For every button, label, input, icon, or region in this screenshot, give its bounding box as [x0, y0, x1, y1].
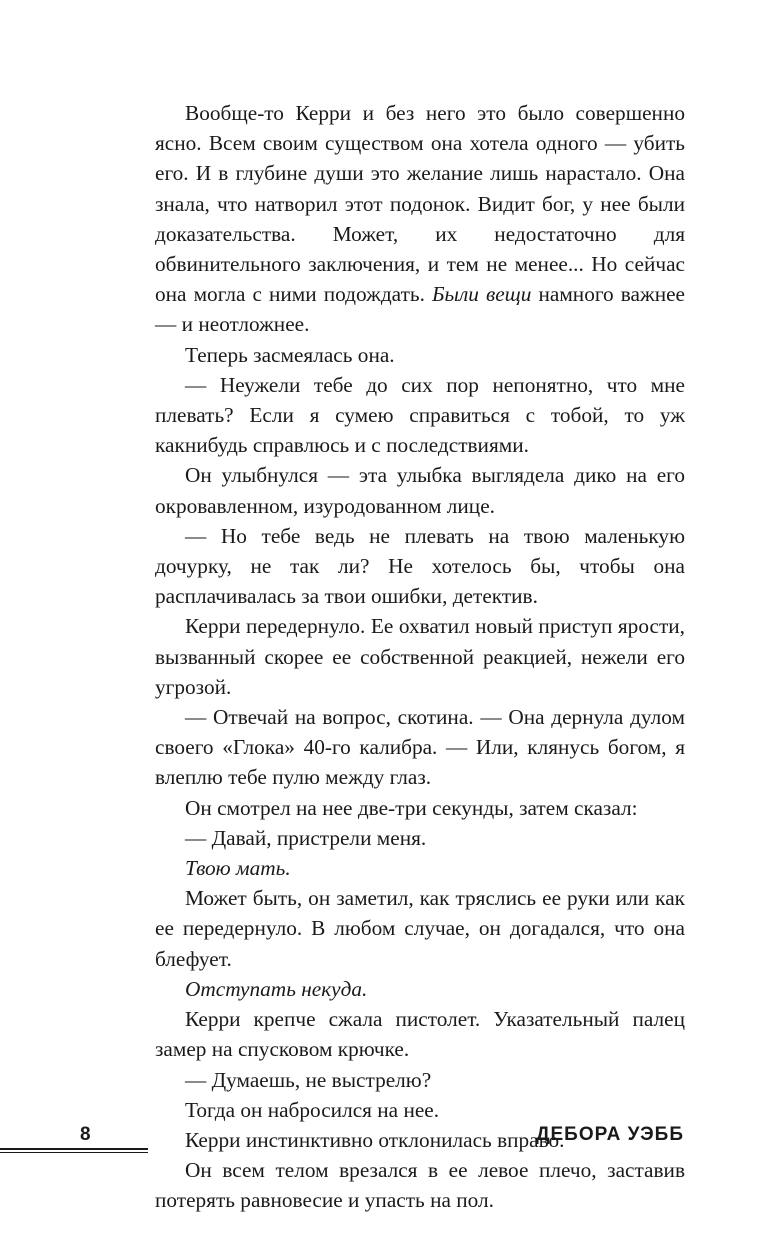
- paragraph: [155, 340, 685, 370]
- text-run: — Давай, пристрели меня.: [185, 825, 427, 850]
- body-text: [155, 98, 685, 1216]
- text-run: Тогда он набросился на нее.: [185, 1097, 440, 1122]
- italic-text: Были вещи: [431, 282, 532, 307]
- paragraph: [155, 974, 685, 1004]
- text-run: — Думаешь, не выстрелю?: [185, 1067, 432, 1092]
- page-number: 8: [80, 1124, 91, 1145]
- paragraph: [155, 793, 685, 823]
- text-run: Может быть, он заметил, как тряслись ее руки или как ее передернуло. В любом случае, он догадался, что она блефует.: [155, 886, 685, 971]
- paragraph: [155, 1065, 685, 1095]
- running-head-author: ДЕБОРА УЭББ: [535, 1124, 684, 1145]
- text-run: Он улыбнулся — эта улыбка выглядела дико на его окровавленном, изуродованном лице.: [155, 463, 685, 518]
- italic-text: Отступать некуда.: [185, 976, 368, 1001]
- italic-text: Твою мать.: [185, 856, 291, 881]
- text-run: Керри крепче сжала пистолет. Указательный палец замер на спусковом крючке.: [155, 1007, 685, 1062]
- paragraph: [155, 611, 685, 702]
- text-run: намного важнее — и неотложнее.: [155, 282, 686, 337]
- text-run: — Отвечай на вопрос, скотина. — Она дернула дулом своего «Глока» 40-го калибра. — Или, клянусь богом, я влеплю тебе пулю между глаз.: [155, 705, 685, 790]
- footer-rule: [0, 1148, 148, 1150]
- text-run: — Неужели тебе до сих пор непонятно, что мне плевать? Если я сумею справиться с тобой, то уж какнибудь справлюсь и с последствиями.: [155, 372, 685, 458]
- paragraph: [155, 98, 685, 340]
- text-run: Вообще-то Керри и без него это было совершенно ясно. Всем своим существом она хотела одного — убить его. И в глубине души это желание лишь нарастало. Она знала, что натворил этот подонок. Видит бог, у нее были доказательства. Может, их недостаточно для обвинительного заключения, и тем не менее... Но сейчас она могла с ними подождать.: [155, 101, 685, 307]
- paragraph: [155, 823, 685, 853]
- paragraph: [155, 1004, 685, 1064]
- paragraph: [155, 702, 685, 793]
- text-run: Он всем телом врезался в ее левое плечо, заставив потерять равновесие и упасть на пол.: [155, 1158, 685, 1213]
- footer-rule-thin: [0, 1152, 148, 1153]
- text-run: — Но тебе ведь не плевать на твою маленькую дочурку, не так ли? Не хотелось бы, чтобы она расплачивалась за твои ошибки, детектив.: [155, 523, 685, 609]
- paragraph: [155, 853, 685, 883]
- paragraph: [155, 1155, 685, 1215]
- paragraph: [155, 370, 685, 461]
- page-footer: [0, 1120, 768, 1160]
- text-run: Керри инстинктивно отклонилась вправо.: [185, 1127, 565, 1152]
- text-run: Керри передернуло. Ее охватил новый приступ ярости, вызванный скорее ее собственной реакцией, нежели его угрозой.: [155, 614, 685, 699]
- text-run: Теперь засмеялась она.: [185, 342, 395, 367]
- paragraph: [155, 883, 685, 974]
- text-run: Он смотрел на нее две-три секунды, затем сказал:: [185, 795, 638, 820]
- paragraph: [155, 521, 685, 612]
- paragraph: [155, 460, 685, 520]
